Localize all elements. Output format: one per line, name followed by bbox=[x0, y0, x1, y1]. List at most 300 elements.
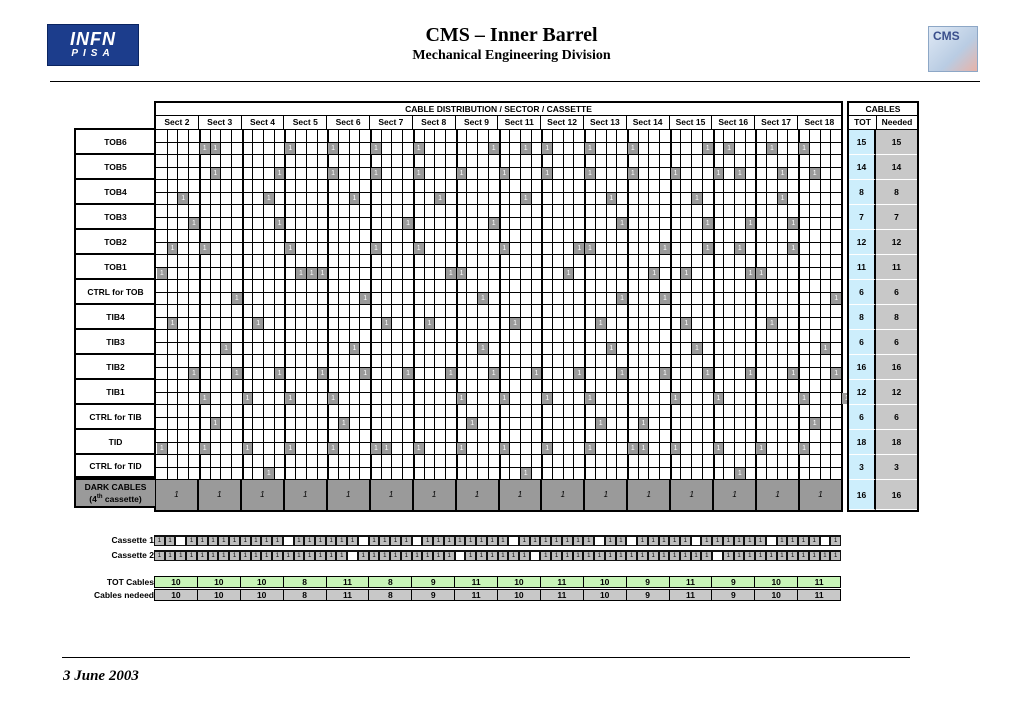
cable-mark: 1 bbox=[703, 243, 713, 254]
cassette-slot: 1 bbox=[337, 552, 346, 560]
cassette-slot: 1 bbox=[724, 537, 733, 545]
cable-mark: 1 bbox=[660, 293, 670, 304]
cable-mark: 1 bbox=[435, 193, 445, 204]
cassette-slot: 1 bbox=[499, 537, 508, 545]
cable-mark: 1 bbox=[457, 393, 467, 404]
tot-cables-value: 8 bbox=[284, 577, 327, 587]
cables-summary bbox=[847, 101, 919, 512]
cassette-slot: 1 bbox=[649, 552, 658, 560]
cable-mark: 1 bbox=[703, 218, 713, 229]
cable-mark: 1 bbox=[778, 168, 788, 179]
cassette-slot: 1 bbox=[617, 552, 626, 560]
cables-needed-value: 10 bbox=[498, 590, 541, 600]
cassette-slot: 1 bbox=[466, 552, 475, 560]
cassette-slot: 1 bbox=[155, 537, 164, 545]
cable-mark: 1 bbox=[735, 168, 745, 179]
row-label: TID bbox=[74, 428, 155, 453]
cable-mark: 1 bbox=[360, 293, 370, 304]
needed-value: 12 bbox=[876, 380, 917, 405]
row-label: TOB4 bbox=[74, 178, 155, 203]
pisa-logo-text: PISA bbox=[71, 48, 115, 59]
cassette-slot: 1 bbox=[155, 552, 164, 560]
cassette-slot: 1 bbox=[574, 537, 583, 545]
needed-value: 3 bbox=[876, 455, 917, 480]
cable-mark: 1 bbox=[585, 443, 595, 454]
cable-mark: 1 bbox=[371, 143, 381, 154]
cable-mark: 1 bbox=[617, 368, 627, 379]
cassette-slot: 1 bbox=[724, 552, 733, 560]
cable-mark: 1 bbox=[157, 443, 167, 454]
cable-mark: 1 bbox=[574, 368, 584, 379]
cassette-slot: 1 bbox=[606, 552, 615, 560]
tot-cables-value: 10 bbox=[241, 577, 284, 587]
cables-needed-value: 11 bbox=[798, 590, 840, 600]
cassette-slot: 1 bbox=[778, 537, 787, 545]
cassette-slot: 1 bbox=[563, 552, 572, 560]
cable-mark: 1 bbox=[275, 218, 285, 229]
cassette-slot: 1 bbox=[670, 537, 679, 545]
cable-mark: 1 bbox=[607, 343, 617, 354]
cable-mark: 1 bbox=[788, 218, 798, 229]
cassette-slot: 1 bbox=[810, 537, 819, 545]
cables-row bbox=[849, 255, 917, 280]
needed-value: 18 bbox=[876, 430, 917, 455]
cable-mark: 1 bbox=[735, 243, 745, 254]
grid-row bbox=[156, 155, 841, 180]
cable-mark: 1 bbox=[799, 143, 809, 154]
cable-mark: 1 bbox=[350, 343, 360, 354]
cassette-slot: 1 bbox=[198, 537, 207, 545]
cable-mark: 1 bbox=[168, 243, 178, 254]
cassette-slot: 1 bbox=[262, 537, 271, 545]
cable-mark: 1 bbox=[371, 243, 381, 254]
infn-logo-text: INFN bbox=[70, 29, 116, 49]
tot-value: 3 bbox=[849, 455, 876, 480]
sector-header: Sect 15 bbox=[670, 116, 713, 129]
dark-cables-label-line2: (4th cassette) bbox=[89, 493, 142, 504]
cassette-slot: 1 bbox=[499, 552, 508, 560]
cable-mark: 1 bbox=[607, 193, 617, 204]
cassette-slot: 1 bbox=[391, 537, 400, 545]
cassette-slot: 1 bbox=[370, 537, 379, 545]
cables-needed-value: 11 bbox=[455, 590, 498, 600]
cables-needed-value: 10 bbox=[198, 590, 241, 600]
dark-cables-grid-row bbox=[156, 480, 841, 510]
cable-mark: 1 bbox=[489, 143, 499, 154]
cassette-slot: 1 bbox=[327, 552, 336, 560]
needed-value: 7 bbox=[876, 205, 917, 230]
cassette-slot: 1 bbox=[660, 552, 669, 560]
cable-mark: 1 bbox=[200, 243, 210, 254]
tot-cables-value: 10 bbox=[584, 577, 627, 587]
needed-value: 6 bbox=[876, 330, 917, 355]
cable-mark: 1 bbox=[189, 218, 199, 229]
cable-mark: 1 bbox=[628, 443, 638, 454]
cable-mark: 1 bbox=[596, 318, 606, 329]
cassette-slot: 1 bbox=[413, 552, 422, 560]
tot-value: 18 bbox=[849, 430, 876, 455]
cable-mark: 1 bbox=[799, 443, 809, 454]
cassette-slot: 1 bbox=[198, 552, 207, 560]
cassette-slot: 1 bbox=[617, 537, 626, 545]
tot-value: 6 bbox=[849, 405, 876, 430]
dark-cable-cell: 1 bbox=[285, 480, 328, 510]
grid-row bbox=[156, 305, 841, 330]
cassette-2-label: Cassette 2 bbox=[111, 550, 154, 560]
cassette-slot: 1 bbox=[799, 537, 808, 545]
cms-logo-text: CMS bbox=[933, 29, 960, 43]
cassette-slot: 1 bbox=[209, 552, 218, 560]
cable-mark: 1 bbox=[403, 368, 413, 379]
cassette-slot: 1 bbox=[649, 537, 658, 545]
cassette-slot: 1 bbox=[316, 537, 325, 545]
cassette-slot: 1 bbox=[219, 537, 228, 545]
cables-needed-value: 9 bbox=[412, 590, 455, 600]
cable-mark: 1 bbox=[285, 443, 295, 454]
cassette-slot: 1 bbox=[477, 552, 486, 560]
cassette-slot: 1 bbox=[305, 552, 314, 560]
cassette-slot: 1 bbox=[434, 552, 443, 560]
cable-mark: 1 bbox=[660, 243, 670, 254]
cables-needed-value: 11 bbox=[670, 590, 713, 600]
row-label: TOB5 bbox=[74, 153, 155, 178]
cable-mark: 1 bbox=[585, 393, 595, 404]
cassette-slot: 1 bbox=[295, 537, 304, 545]
cable-mark: 1 bbox=[350, 193, 360, 204]
cable-mark: 1 bbox=[211, 168, 221, 179]
cassette-slot: 1 bbox=[595, 552, 604, 560]
cable-mark: 1 bbox=[671, 393, 681, 404]
cable-mark: 1 bbox=[168, 318, 178, 329]
cables-needed-value: 11 bbox=[541, 590, 584, 600]
grid-row bbox=[156, 205, 841, 230]
sector-header: Sect 18 bbox=[804, 117, 835, 127]
cassette-slot: 1 bbox=[552, 552, 561, 560]
cable-mark: 1 bbox=[382, 443, 392, 454]
cable-mark: 1 bbox=[339, 418, 349, 429]
cassette-slot: 1 bbox=[520, 537, 529, 545]
cable-mark: 1 bbox=[671, 168, 681, 179]
cable-mark: 1 bbox=[756, 268, 766, 279]
cable-mark: 1 bbox=[264, 193, 274, 204]
cables-row bbox=[849, 355, 917, 380]
sector-header: Sect 17 bbox=[755, 116, 798, 129]
cable-mark: 1 bbox=[285, 243, 295, 254]
cables-row bbox=[849, 380, 917, 405]
cable-mark: 1 bbox=[617, 218, 627, 229]
needed-value: 16 bbox=[876, 355, 917, 380]
needed-value: 11 bbox=[876, 255, 917, 280]
cassette-slot: 1 bbox=[627, 552, 636, 560]
cassette-slot: 1 bbox=[316, 552, 325, 560]
sector-header: Sect 8 bbox=[413, 116, 456, 129]
cable-mark: 1 bbox=[275, 168, 285, 179]
cables-row bbox=[849, 430, 917, 455]
cassette-slot: 1 bbox=[745, 537, 754, 545]
cable-mark: 1 bbox=[542, 143, 552, 154]
cable-mark: 1 bbox=[253, 318, 263, 329]
cable-mark: 1 bbox=[639, 418, 649, 429]
cassette-slot: 1 bbox=[445, 552, 454, 560]
cable-mark: 1 bbox=[478, 343, 488, 354]
cable-mark: 1 bbox=[500, 443, 510, 454]
cable-mark: 1 bbox=[767, 143, 777, 154]
cables-row bbox=[849, 230, 917, 255]
cassette-slot: 1 bbox=[574, 552, 583, 560]
cables-needed-value: 9 bbox=[712, 590, 755, 600]
row-label: CTRL for TID bbox=[74, 453, 155, 478]
cables-needed-label: Cables nedeed bbox=[94, 590, 154, 600]
cable-mark: 1 bbox=[328, 393, 338, 404]
grid-row bbox=[156, 455, 841, 480]
cassette-slot: 1 bbox=[788, 537, 797, 545]
sector-header: Sect 11 bbox=[498, 116, 541, 129]
row-label: TIB3 bbox=[74, 328, 155, 353]
cassette-slot: 1 bbox=[380, 552, 389, 560]
cassette-slot: 1 bbox=[434, 537, 443, 545]
cassette-slot: 1 bbox=[638, 552, 647, 560]
cable-mark: 1 bbox=[596, 418, 606, 429]
dark-cables-totals bbox=[849, 480, 917, 510]
row-label: CTRL for TIB bbox=[74, 403, 155, 428]
tot-cables-value: 11 bbox=[798, 577, 840, 587]
cassette-slot: 1 bbox=[273, 552, 282, 560]
grid-row bbox=[156, 330, 841, 355]
cable-mark: 1 bbox=[542, 168, 552, 179]
row-label: CTRL for TOB bbox=[74, 278, 155, 303]
cassette-slot: 1 bbox=[187, 552, 196, 560]
cassette-slot: 1 bbox=[262, 552, 271, 560]
page-title: CMS – Inner Barrel bbox=[425, 24, 598, 46]
cable-mark: 1 bbox=[318, 268, 328, 279]
needed-value: 14 bbox=[876, 155, 917, 180]
cassette-slot: 1 bbox=[606, 537, 615, 545]
cable-mark: 1 bbox=[671, 443, 681, 454]
tot-cables-value: 10 bbox=[198, 577, 241, 587]
footer-divider bbox=[62, 657, 910, 658]
cable-mark: 1 bbox=[500, 393, 510, 404]
cassette-slot: 1 bbox=[466, 537, 475, 545]
cables-row bbox=[849, 330, 917, 355]
cable-mark: 1 bbox=[831, 368, 841, 379]
cable-distribution-table bbox=[154, 101, 849, 512]
cables-row bbox=[849, 180, 917, 205]
cable-mark: 1 bbox=[564, 268, 574, 279]
cable-mark: 1 bbox=[746, 368, 756, 379]
sector-header-row bbox=[156, 116, 841, 130]
cable-mark: 1 bbox=[692, 343, 702, 354]
tot-value: 8 bbox=[849, 305, 876, 330]
cassette-slot-empty bbox=[509, 537, 518, 545]
cable-mark: 1 bbox=[746, 218, 756, 229]
dark-cable-cell: 1 bbox=[500, 480, 543, 510]
cable-mark: 1 bbox=[617, 293, 627, 304]
cassette-slot: 1 bbox=[241, 537, 250, 545]
cable-mark: 1 bbox=[703, 143, 713, 154]
cassette-slot: 1 bbox=[348, 537, 357, 545]
cable-mark: 1 bbox=[328, 443, 338, 454]
cables-title: CABLES bbox=[849, 103, 917, 116]
cassette-slot: 1 bbox=[638, 537, 647, 545]
cassette-slot: 1 bbox=[509, 552, 518, 560]
cable-mark: 1 bbox=[585, 168, 595, 179]
cable-mark: 1 bbox=[639, 443, 649, 454]
cables-row bbox=[849, 155, 917, 180]
dark-cable-cell: 1 bbox=[328, 480, 371, 510]
tot-value: 14 bbox=[849, 155, 876, 180]
cable-mark: 1 bbox=[489, 368, 499, 379]
cassette-slot: 1 bbox=[423, 537, 432, 545]
cassette-slot: 1 bbox=[756, 552, 765, 560]
cable-mark: 1 bbox=[714, 168, 724, 179]
cable-mark: 1 bbox=[211, 418, 221, 429]
dark-cable-cell: 1 bbox=[156, 480, 199, 510]
cable-mark: 1 bbox=[414, 443, 424, 454]
grid-row bbox=[156, 255, 841, 280]
cassette-slot: 1 bbox=[445, 537, 454, 545]
grid-row bbox=[156, 405, 841, 430]
sector-header: Sect 5 bbox=[284, 116, 327, 129]
footer-date: 3 June 2003 bbox=[63, 668, 139, 684]
cables-row bbox=[849, 305, 917, 330]
cable-mark: 1 bbox=[189, 368, 199, 379]
cassette-slot: 1 bbox=[252, 552, 261, 560]
cable-mark: 1 bbox=[510, 318, 520, 329]
cable-mark: 1 bbox=[200, 393, 210, 404]
cable-mark: 1 bbox=[457, 168, 467, 179]
cables-row bbox=[849, 280, 917, 305]
cable-mark: 1 bbox=[221, 343, 231, 354]
sector-header: Sect 14 bbox=[627, 116, 670, 129]
cassette-slot-empty bbox=[821, 537, 830, 545]
cable-mark: 1 bbox=[243, 443, 253, 454]
cassette-slot: 1 bbox=[166, 552, 175, 560]
cassette-slot: 1 bbox=[359, 552, 368, 560]
cable-mark: 1 bbox=[681, 268, 691, 279]
cassette-slot: 1 bbox=[756, 537, 765, 545]
cables-row bbox=[849, 455, 917, 480]
cable-mark: 1 bbox=[756, 443, 766, 454]
tot-value: 12 bbox=[849, 230, 876, 255]
cable-mark: 1 bbox=[735, 468, 745, 479]
cable-mark: 1 bbox=[457, 443, 467, 454]
cassette-slot: 1 bbox=[745, 552, 754, 560]
needed-value: 16 bbox=[876, 480, 917, 510]
row-label: TOB6 bbox=[74, 128, 155, 153]
cable-mark: 1 bbox=[360, 368, 370, 379]
cable-mark: 1 bbox=[307, 268, 317, 279]
cables-needed-value: 10 bbox=[241, 590, 284, 600]
cable-mark: 1 bbox=[660, 368, 670, 379]
cassette-slot: 1 bbox=[488, 552, 497, 560]
cable-mark: 1 bbox=[746, 268, 756, 279]
cable-mark: 1 bbox=[457, 268, 467, 279]
cable-mark: 1 bbox=[500, 243, 510, 254]
cable-mark: 1 bbox=[714, 443, 724, 454]
needed-value: 8 bbox=[876, 180, 917, 205]
cable-grid bbox=[156, 130, 849, 510]
tot-value: 16 bbox=[849, 355, 876, 380]
cable-mark: 1 bbox=[232, 368, 242, 379]
cable-mark: 1 bbox=[831, 293, 841, 304]
tot-value: 11 bbox=[849, 255, 876, 280]
needed-value: 15 bbox=[876, 130, 917, 155]
dark-cable-cell: 1 bbox=[199, 480, 242, 510]
tot-value: 16 bbox=[849, 480, 876, 510]
cable-mark: 1 bbox=[799, 393, 809, 404]
tot-cables-value: 9 bbox=[627, 577, 670, 587]
sector-header: Sect 3 bbox=[199, 116, 242, 129]
cable-mark: 1 bbox=[489, 218, 499, 229]
cassette-slot-empty bbox=[713, 552, 722, 560]
cassette-slot-empty bbox=[767, 537, 776, 545]
cassette-slot: 1 bbox=[681, 552, 690, 560]
grid-row bbox=[156, 180, 841, 205]
tot-cables-value: 10 bbox=[155, 577, 198, 587]
cassette-slot-empty bbox=[176, 537, 185, 545]
dark-cable-cell: 1 bbox=[818, 490, 823, 499]
cassette-1-label: Cassette 1 bbox=[111, 535, 154, 545]
cable-mark: 1 bbox=[521, 143, 531, 154]
cable-mark: 1 bbox=[703, 368, 713, 379]
row-label: TOB3 bbox=[74, 203, 155, 228]
cable-mark: 1 bbox=[200, 443, 210, 454]
sector-header: Sect 16 bbox=[712, 116, 755, 129]
cable-mark: 1 bbox=[500, 168, 510, 179]
header-divider bbox=[50, 81, 980, 82]
cassette-slot: 1 bbox=[584, 537, 593, 545]
cassette-slot: 1 bbox=[230, 537, 239, 545]
cable-mark: 1 bbox=[211, 143, 221, 154]
sector-header: Sect 7 bbox=[370, 116, 413, 129]
tot-value: 6 bbox=[849, 330, 876, 355]
cable-mark: 1 bbox=[232, 293, 242, 304]
cable-mark: 1 bbox=[585, 143, 595, 154]
cassette-slot: 1 bbox=[209, 537, 218, 545]
tot-cables-value: 9 bbox=[412, 577, 455, 587]
tot-value: 7 bbox=[849, 205, 876, 230]
cables-needed-value: 11 bbox=[327, 590, 370, 600]
cassette-slot: 1 bbox=[219, 552, 228, 560]
cable-mark: 1 bbox=[574, 243, 584, 254]
cable-mark: 1 bbox=[681, 318, 691, 329]
cable-mark: 1 bbox=[810, 418, 820, 429]
cable-mark: 1 bbox=[542, 393, 552, 404]
cassette-slot: 1 bbox=[402, 552, 411, 560]
tot-value: 15 bbox=[849, 130, 876, 155]
cable-mark: 1 bbox=[532, 368, 542, 379]
grid-row bbox=[156, 280, 841, 305]
cable-mark: 1 bbox=[178, 193, 188, 204]
sector-header: Sect 13 bbox=[584, 116, 627, 129]
cable-mark: 1 bbox=[628, 143, 638, 154]
cassette-slot: 1 bbox=[477, 537, 486, 545]
needed-value: 12 bbox=[876, 230, 917, 255]
cassette-slot: 1 bbox=[241, 552, 250, 560]
cassette-slot: 1 bbox=[778, 552, 787, 560]
table-title: CABLE DISTRIBUTION / SECTOR / CASSETTE bbox=[156, 103, 841, 116]
dark-cable-cell: 1 bbox=[757, 480, 800, 510]
grid-row bbox=[156, 355, 841, 380]
cables-needed-value: 10 bbox=[584, 590, 627, 600]
needed-value: 8 bbox=[876, 305, 917, 330]
tot-cables-row bbox=[154, 576, 841, 588]
dark-cable-cell: 1 bbox=[457, 480, 500, 510]
cable-mark: 1 bbox=[414, 243, 424, 254]
dark-cables-label bbox=[74, 478, 155, 508]
cassette-slot: 1 bbox=[541, 552, 550, 560]
cassette-slot: 1 bbox=[305, 537, 314, 545]
